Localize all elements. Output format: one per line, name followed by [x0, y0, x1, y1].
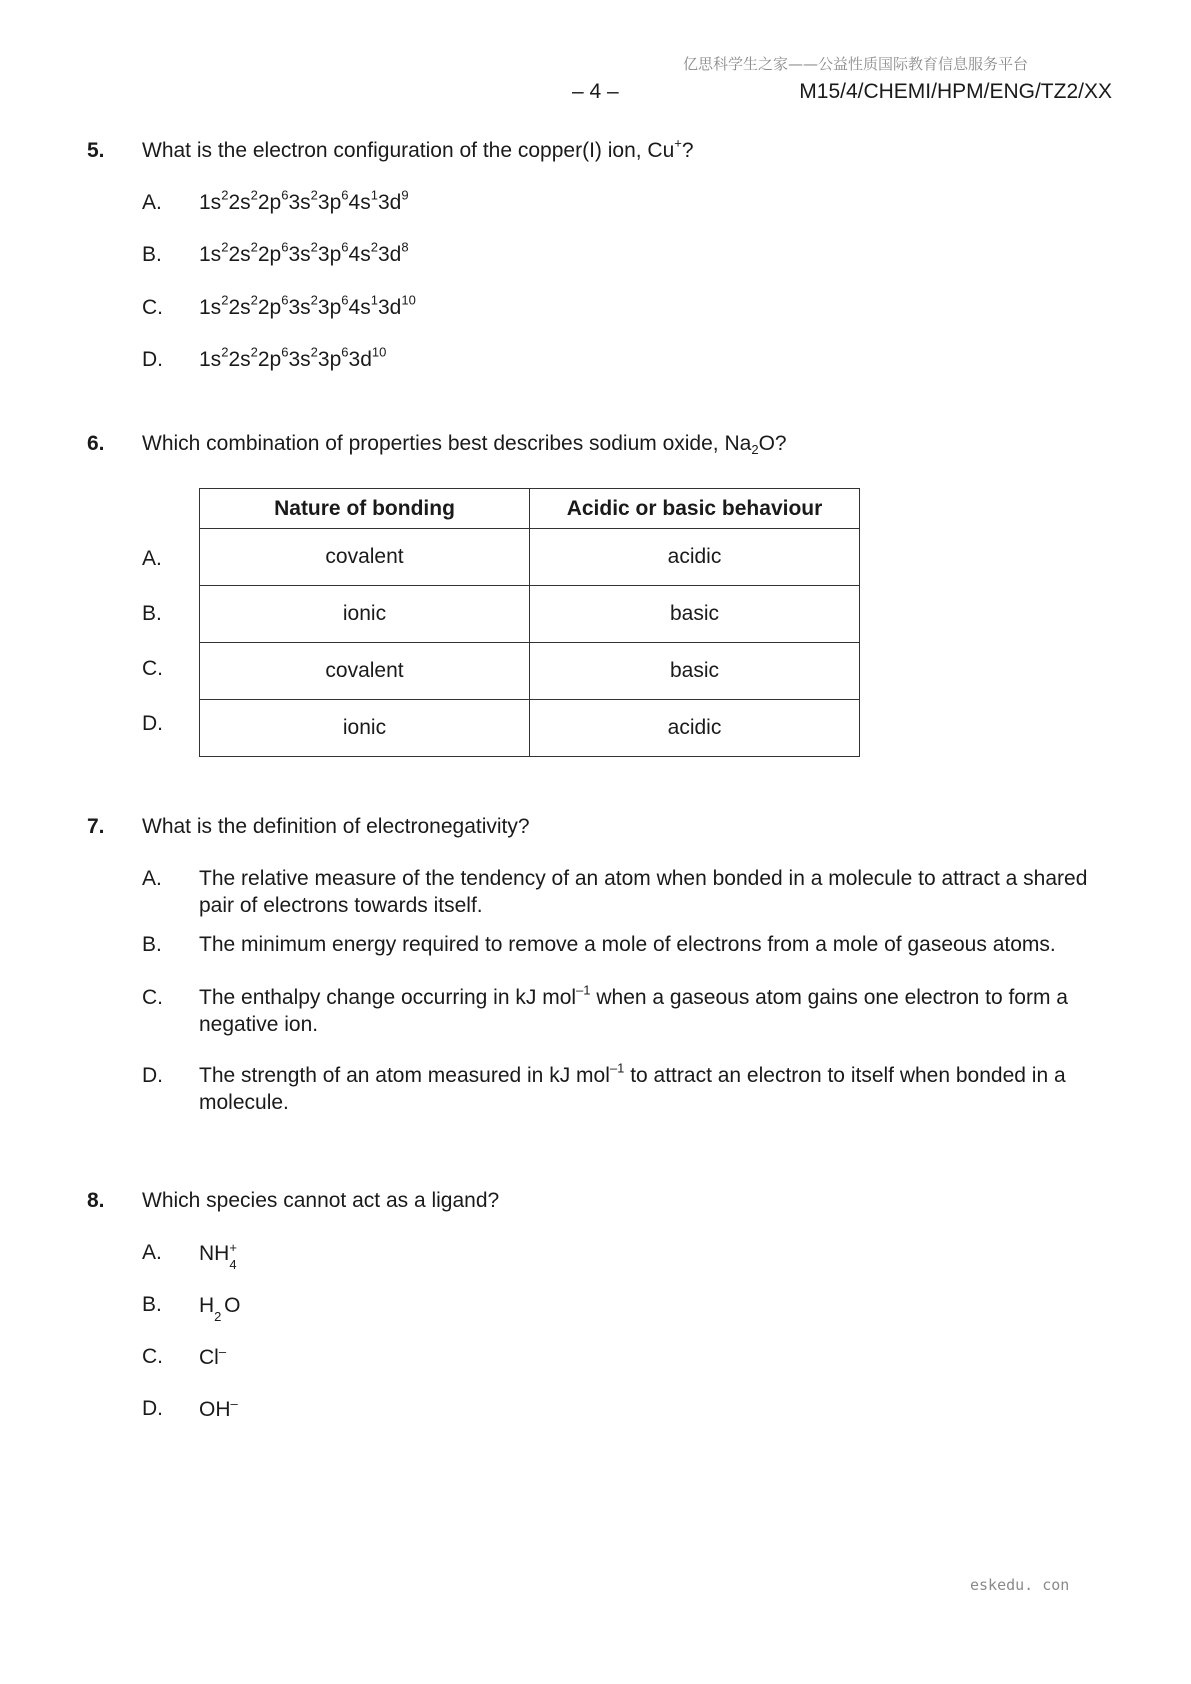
- behaviour-cell: acidic: [530, 700, 860, 757]
- formula-subscript: 4: [229, 1257, 237, 1272]
- orbital-electrons: 2: [370, 239, 378, 255]
- orbital: 2p: [257, 348, 282, 371]
- orbital: 4s: [348, 243, 371, 266]
- formula-subscript: 2: [214, 1309, 222, 1324]
- orbital-electrons: 10: [371, 344, 387, 360]
- question-number: 5.: [87, 139, 105, 162]
- table-row: [200, 643, 860, 700]
- question-number: 7.: [87, 815, 105, 838]
- orbital: 3s: [288, 243, 311, 266]
- orbital: 3p: [317, 191, 342, 214]
- option-letter: C.: [142, 296, 163, 319]
- orbital: 3s: [288, 296, 311, 319]
- orbital-electrons: 2: [250, 344, 258, 360]
- option-letter: D.: [142, 712, 163, 735]
- species-formula: [199, 1239, 239, 1272]
- orbital-electrons: 2: [250, 239, 258, 255]
- bonding-cell: covalent: [200, 643, 530, 700]
- option-config: [199, 241, 409, 268]
- orbital-electrons: 6: [281, 187, 289, 203]
- option-letter: A.: [142, 191, 162, 214]
- unit-exponent: –1: [576, 982, 591, 998]
- bonding-cell: ionic: [200, 586, 530, 643]
- formula-scripts: [219, 1343, 229, 1364]
- table-header: Acidic or basic behaviour: [530, 489, 860, 529]
- option-letter: B.: [142, 933, 162, 956]
- option-letter: D.: [142, 1064, 163, 1087]
- orbital-electrons: 6: [281, 292, 289, 308]
- orbital: 1s: [199, 191, 222, 214]
- properties-table: [199, 488, 860, 757]
- orbital-electrons: 6: [341, 292, 349, 308]
- page-number: – 4 –: [572, 80, 619, 103]
- watermark-top: 亿思科学生之家——公益性质国际教育信息服务平台: [683, 55, 1029, 73]
- bonding-cell: ionic: [200, 700, 530, 757]
- species-formula: [199, 1395, 241, 1423]
- option-letter: B.: [142, 1293, 162, 1316]
- unit-exponent: –1: [609, 1060, 625, 1076]
- option-config: [199, 294, 416, 321]
- formula-base: Cl: [199, 1346, 219, 1369]
- orbital-electrons: 2: [221, 239, 229, 255]
- orbital-electrons: 6: [341, 239, 349, 255]
- orbital-electrons: 2: [310, 239, 318, 255]
- formula-base: H: [199, 1294, 215, 1317]
- question-number: 8.: [87, 1189, 105, 1212]
- option-text: [199, 984, 1119, 1038]
- orbital: 4s: [348, 191, 371, 214]
- watermark-bottom: eskedu. con: [970, 1576, 1070, 1594]
- orbital-electrons: 2: [310, 187, 318, 203]
- behaviour-cell: basic: [530, 643, 860, 700]
- orbital: 2s: [228, 191, 251, 214]
- option-letter: A.: [142, 547, 162, 570]
- orbital-electrons: 6: [281, 344, 289, 360]
- question-number: 6.: [87, 432, 105, 455]
- orbital: 2s: [228, 296, 251, 319]
- orbital-electrons: 2: [250, 187, 258, 203]
- bonding-cell: covalent: [200, 529, 530, 586]
- option-letter: B.: [142, 243, 162, 266]
- orbital-electrons: 2: [221, 292, 229, 308]
- table-row: [200, 586, 860, 643]
- orbital: 2p: [257, 296, 282, 319]
- orbital: 3d: [377, 243, 402, 266]
- species-formula: [199, 1343, 229, 1371]
- option-letter: A.: [142, 867, 162, 890]
- formula-superscript: –: [218, 1344, 227, 1359]
- paper-code: M15/4/CHEMI/HPM/ENG/TZ2/XX: [799, 80, 1112, 103]
- orbital: 2p: [257, 243, 282, 266]
- option-text: [199, 1062, 1119, 1116]
- orbital-electrons: 10: [401, 292, 416, 308]
- option-letter: D.: [142, 1397, 163, 1420]
- orbital: 3d: [377, 191, 402, 214]
- orbital-electrons: 2: [221, 344, 229, 360]
- orbital-electrons: 1: [370, 292, 378, 308]
- option-config: [199, 346, 386, 373]
- behaviour-cell: acidic: [530, 529, 860, 586]
- orbital: 3s: [288, 191, 311, 214]
- orbital-electrons: 1: [370, 187, 378, 203]
- orbital: 2s: [228, 348, 251, 371]
- table-row: [200, 529, 860, 586]
- formula-base: NH: [199, 1242, 230, 1265]
- orbital-electrons: 6: [341, 187, 349, 203]
- option-letter: A.: [142, 1241, 162, 1264]
- formula-scripts: [214, 1291, 224, 1324]
- formula-scripts: [231, 1395, 241, 1416]
- formula-tail: O: [224, 1294, 241, 1317]
- option-config: [199, 189, 409, 216]
- orbital-electrons: 2: [310, 292, 318, 308]
- orbital-electrons: 2: [310, 344, 318, 360]
- orbital: 2s: [228, 243, 251, 266]
- option-letter: C.: [142, 1345, 163, 1368]
- orbital-electrons: 6: [341, 344, 349, 360]
- option-text-part: The enthalpy change occurring in kJ mol: [199, 986, 577, 1009]
- table-header: Nature of bonding: [200, 489, 530, 529]
- orbital: 1s: [199, 348, 222, 371]
- question-text: What is the electron configuration of the copper(I) ion, Cu+?: [142, 135, 694, 162]
- orbital: 3s: [288, 348, 311, 371]
- orbital: 1s: [199, 243, 222, 266]
- orbital: 3d: [348, 348, 372, 371]
- option-text: The relative measure of the tendency of an atom when bonded in a molecule to attract a shared pair of electrons towards itself.: [199, 867, 1088, 917]
- orbital: 3p: [317, 348, 342, 371]
- formula-base: OH: [199, 1398, 231, 1421]
- orbital: 1s: [199, 296, 222, 319]
- option-letter: D.: [142, 348, 163, 371]
- question-text: Which combination of properties best describes sodium oxide, $Na_2O$?: [142, 432, 787, 457]
- formula-superscript: +: [229, 1240, 237, 1255]
- orbital-electrons: 6: [281, 239, 289, 255]
- species-formula: [199, 1291, 241, 1324]
- formula-scripts: [229, 1239, 239, 1272]
- orbital-electrons: 9: [401, 187, 409, 203]
- orbital-electrons: 2: [221, 187, 229, 203]
- option-text: The minimum energy required to remove a mole of electrons from a mole of gaseous atoms.: [199, 933, 1056, 956]
- option-letter: C.: [142, 657, 163, 680]
- table-row: [200, 700, 860, 757]
- option-text-part: to attract an electron to itself when bonded in a molecule.: [199, 1064, 1066, 1114]
- question-text: What is the definition of electronegativity?: [142, 815, 530, 838]
- orbital: 2p: [257, 191, 282, 214]
- orbital-electrons: 2: [250, 292, 258, 308]
- orbital: 3p: [317, 243, 342, 266]
- behaviour-cell: basic: [530, 586, 860, 643]
- orbital-electrons: 8: [401, 239, 409, 255]
- orbital: 3d: [377, 296, 402, 319]
- question-text: Which species cannot act as a ligand?: [142, 1189, 500, 1212]
- option-letter: C.: [142, 986, 163, 1009]
- orbital: 3p: [317, 296, 342, 319]
- orbital: 4s: [348, 296, 371, 319]
- formula-superscript: –: [230, 1396, 238, 1411]
- option-text-part: when a gaseous atom gains one electron to form a negative ion.: [199, 986, 1068, 1036]
- option-text-part: The strength of an atom measured in kJ mol: [199, 1064, 610, 1087]
- option-letter: B.: [142, 602, 162, 625]
